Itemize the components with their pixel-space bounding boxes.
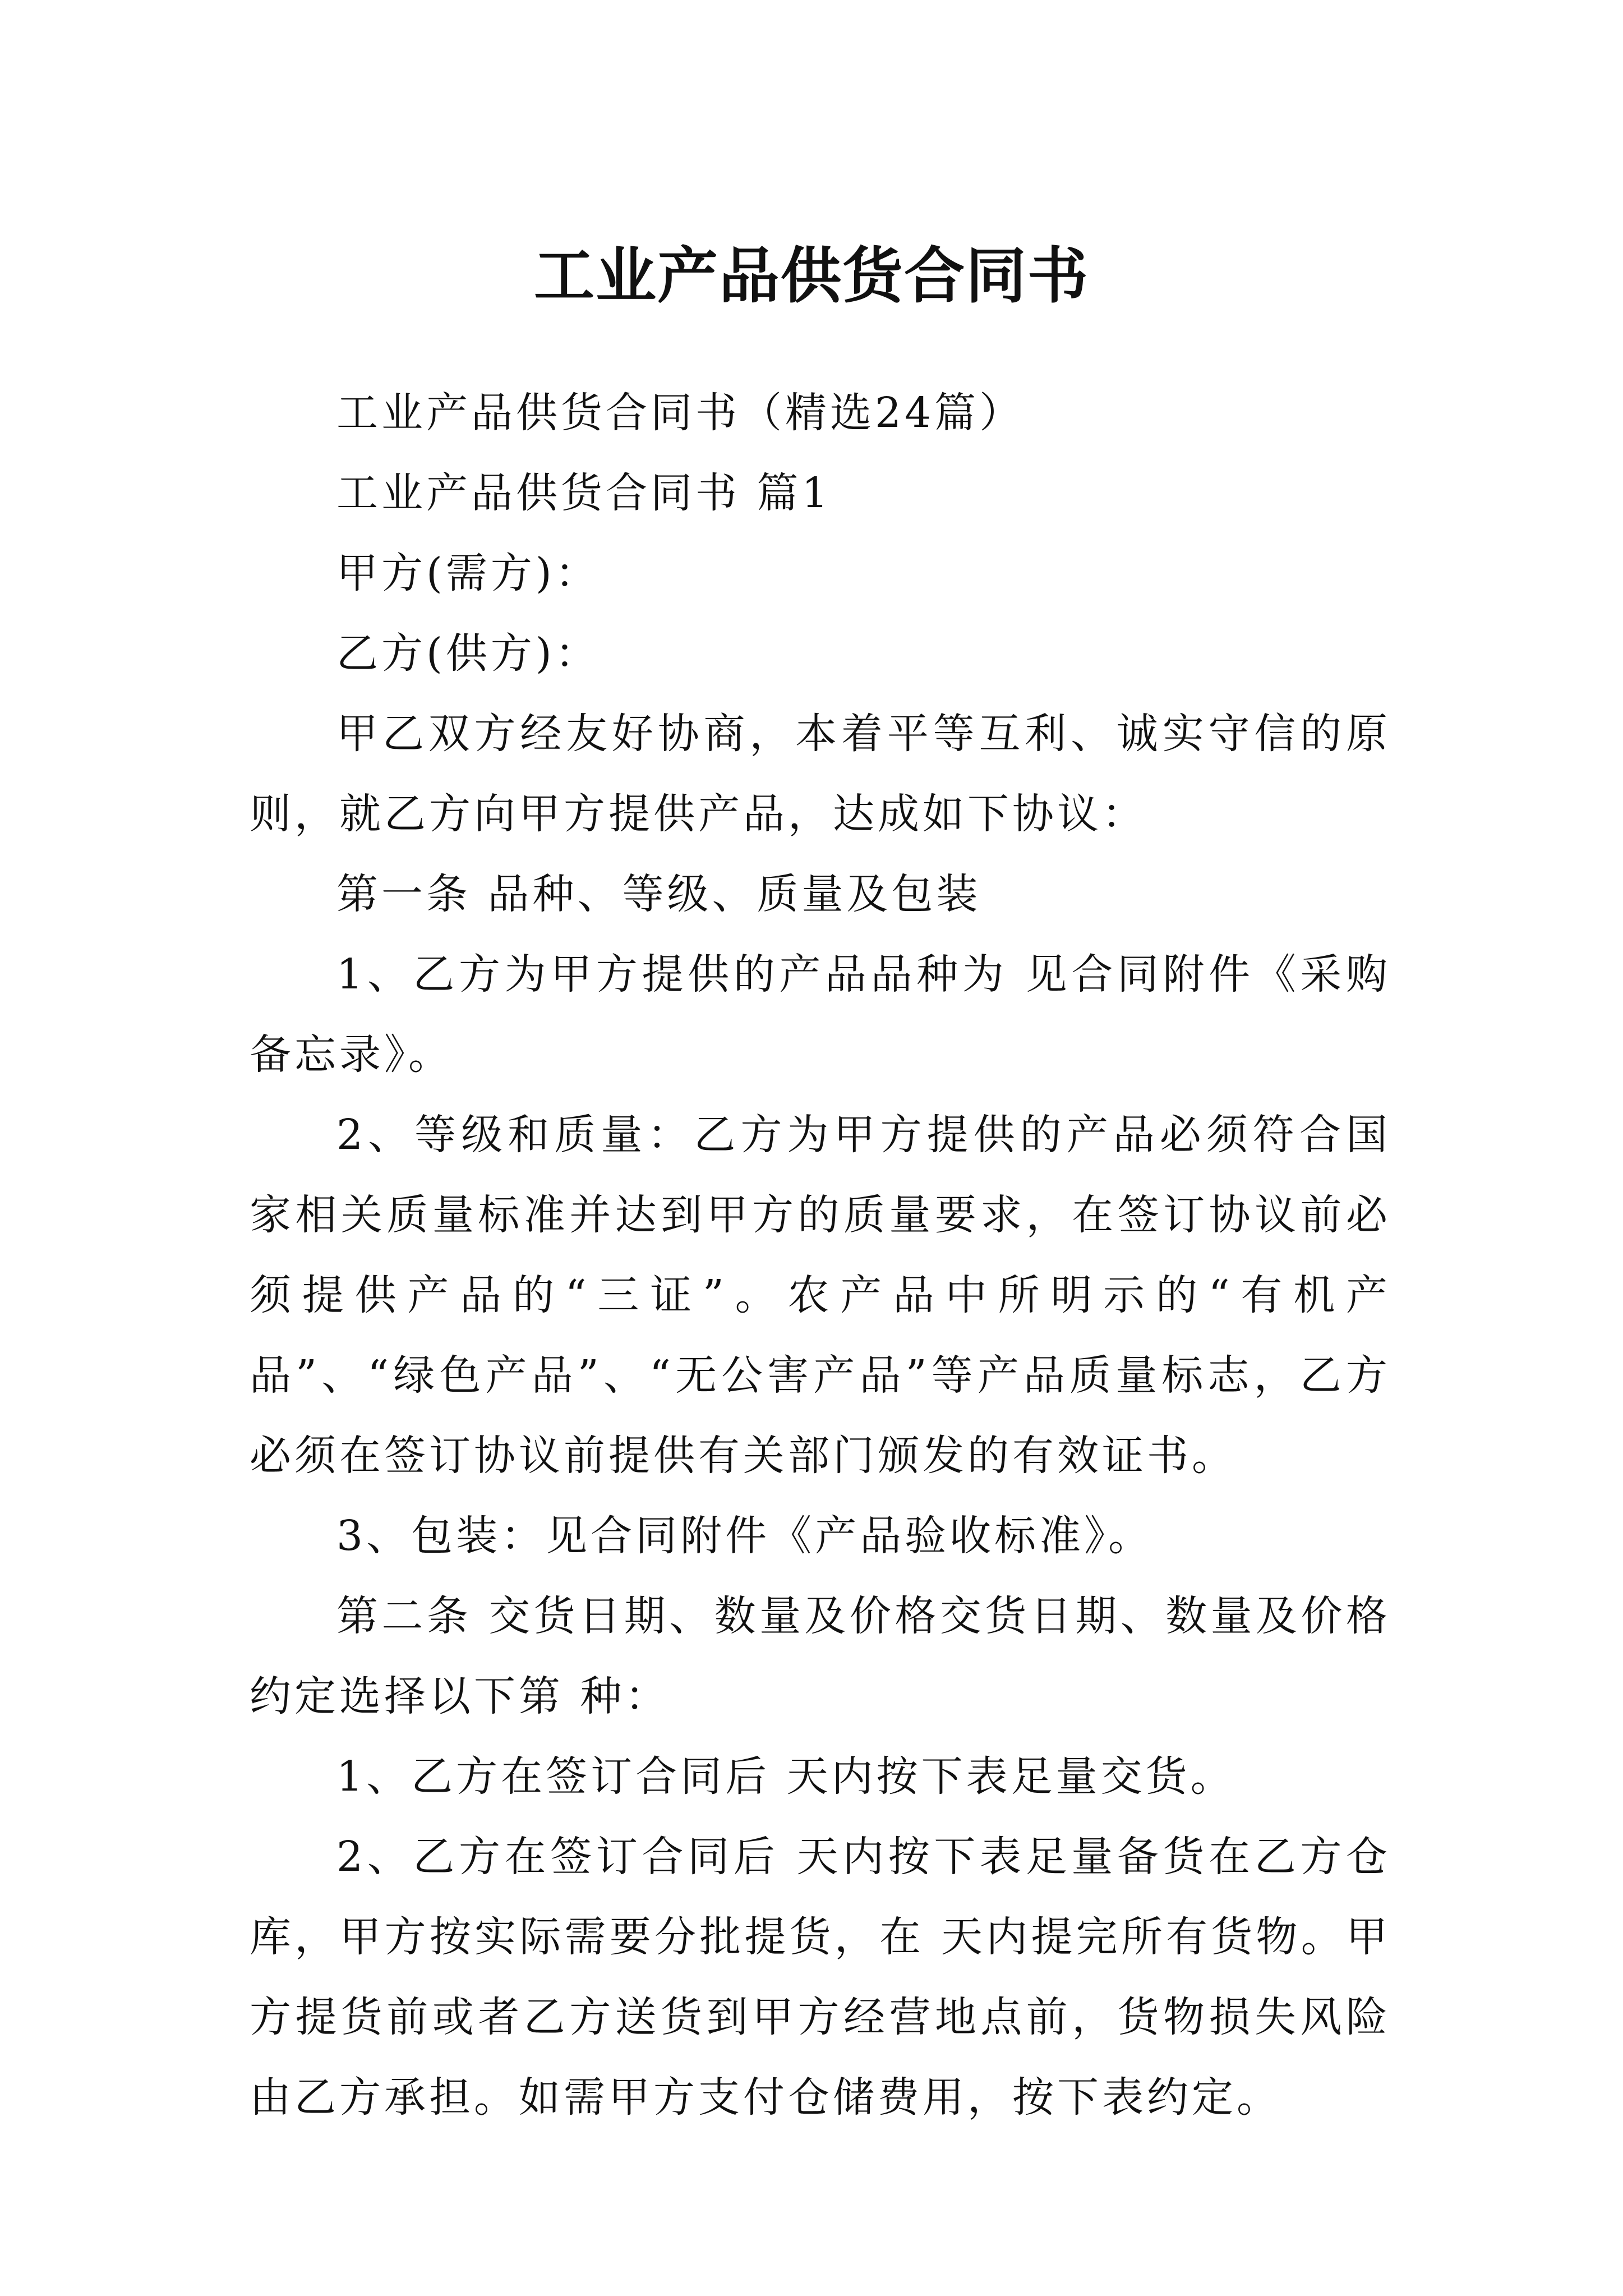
chapter-heading: 工业产品供货合同书 篇1: [336, 469, 832, 517]
article-1-clause-3: 3、包装：见合同附件《产品验收标准》。: [336, 1512, 1154, 1560]
party-b-line: 乙方(供方)：: [336, 629, 600, 678]
party-a-line: 甲方(需方)：: [336, 549, 600, 597]
document-title: 工业产品供货合同书: [533, 241, 1089, 312]
article-1-heading: 第一条 品种、等级、质量及包装: [336, 870, 981, 918]
article-1-clause-2: 2、等级和质量：乙方为甲方提供的产品必须符合国家相关质量标准并达到甲方的质量要求，在签订协议前必须提供产品的“三证”。农产品中所明示的“有机产品”、“绿色产品”、“无公害产品”等产品质量标志，乙方必须在签订协议前提供有关部门颁发的有效证书。: [250, 1111, 1391, 1480]
article-1-clause-1: 1、乙方为甲方提供的产品品种为 见合同附件《采购备忘录》。: [250, 950, 1391, 1079]
article-2-clause-1: 1、乙方在签订合同后 天内按下表足量交货。: [336, 1752, 1235, 1801]
article-2-heading: 第二条 交货日期、数量及价格交货日期、数量及价格约定选择以下第 种：: [250, 1592, 1391, 1720]
subtitle-paragraph: 工业产品供货合同书（精选24篇）: [336, 389, 1025, 437]
document-body: [250, 373, 1391, 2138]
article-2-clause-2: 2、乙方在签订合同后 天内按下表足量备货在乙方仓库，甲方按实际需要分批提货，在 天内提完所有货物。甲方提货前或者乙方送货到甲方经营地点前，货物损失风险由乙方承担。如需甲方支付仓储费用，按下表约定。: [250, 1833, 1391, 2122]
preamble-paragraph: 甲乙双方经友好协商，本着平等互利、诚实守信的原则，就乙方向甲方提供产品，达成如下协议：: [250, 710, 1391, 838]
